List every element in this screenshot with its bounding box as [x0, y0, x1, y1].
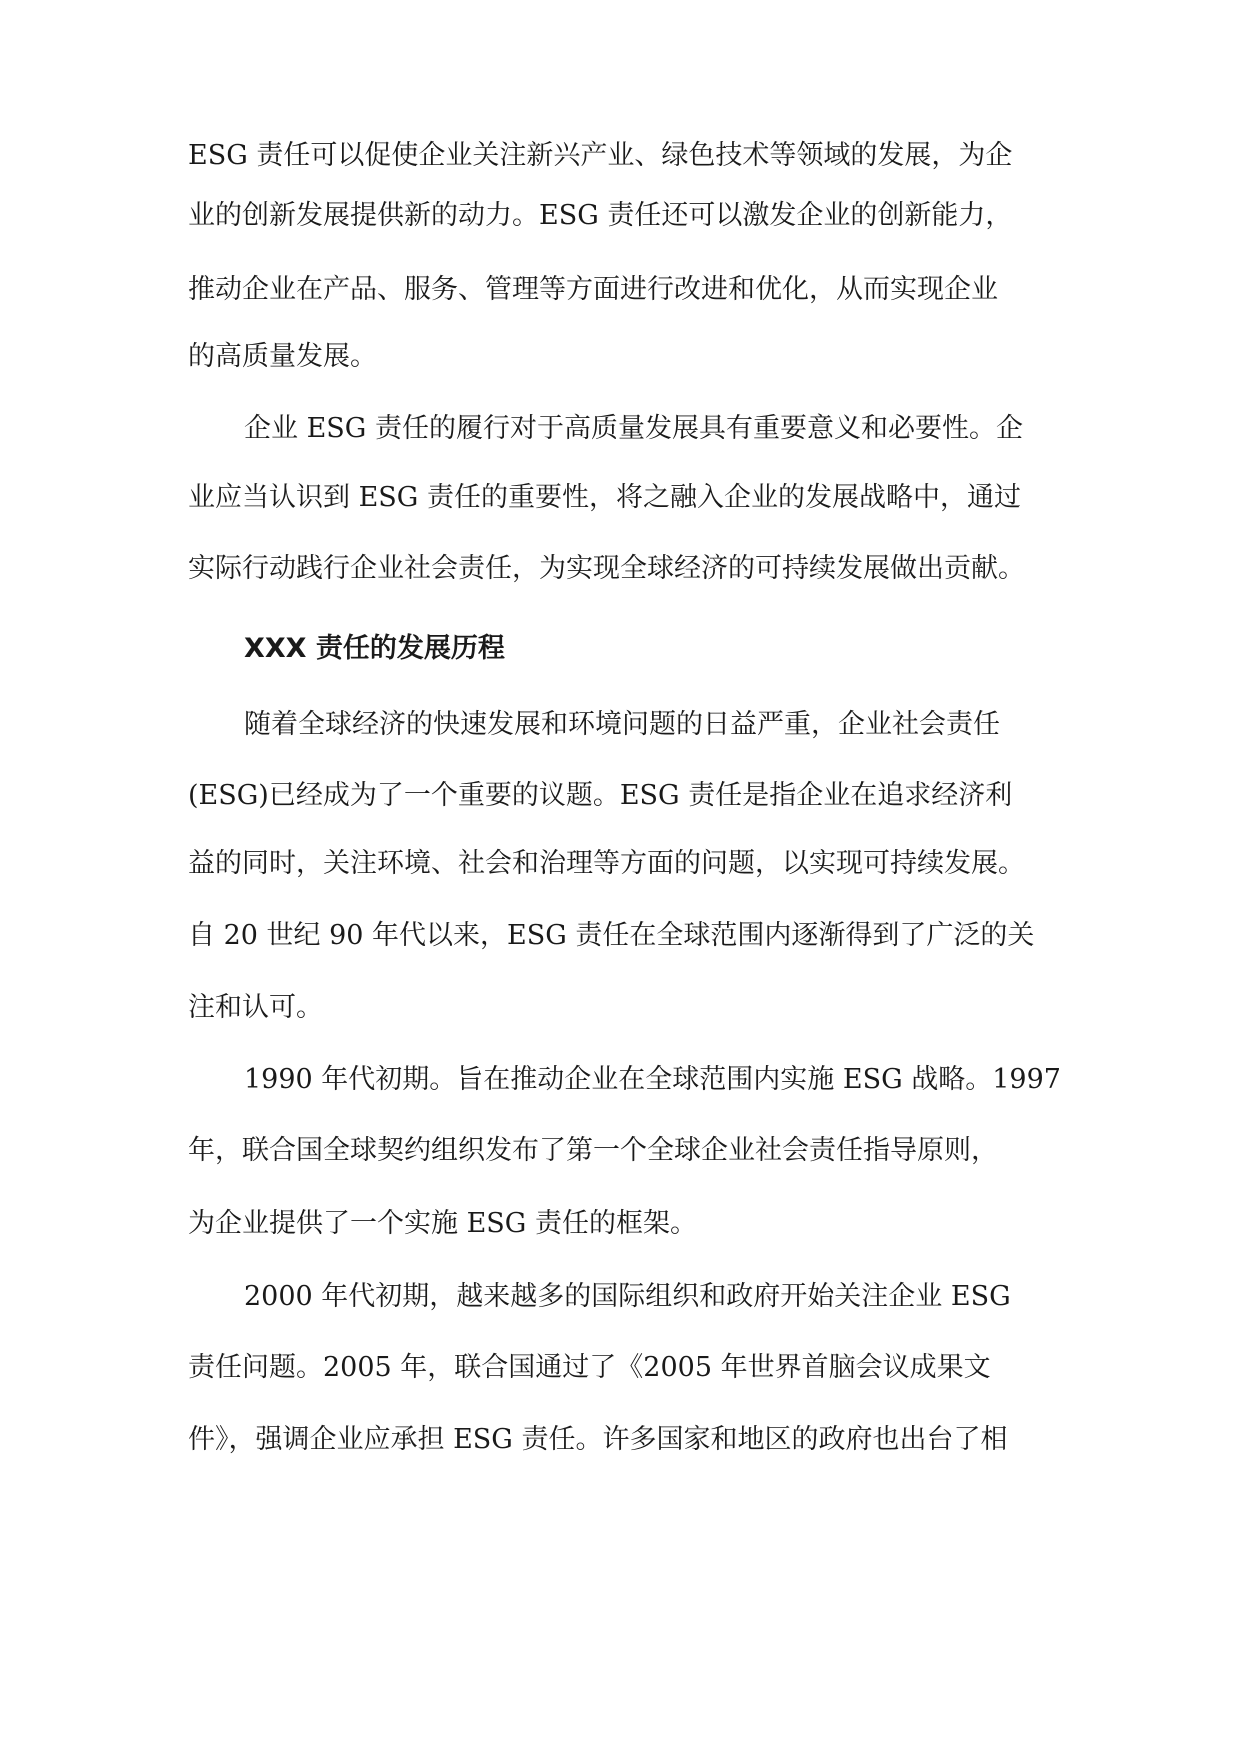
paragraph-3-line-3: 益的同时，关注环境、社会和治理等方面的问题，以实现可持续发展。 [188, 848, 1025, 879]
section-heading: XXX 责任的发展历程 [244, 633, 505, 664]
paragraph-1-line-4: 的高质量发展。 [188, 341, 377, 372]
paragraph-4-line-2: 年，联合国全球契约组织发布了第一个全球企业社会责任指导原则， [188, 1135, 998, 1166]
paragraph-3-line-4: 自 20 世纪 90 年代以来，ESG 责任在全球范围内逐渐得到了广泛的关 [188, 920, 1035, 951]
paragraph-3-line-5: 注和认可。 [188, 992, 323, 1023]
paragraph-5-line-2: 责任问题。2005 年，联合国通过了《2005 年世界首脑会议成果文 [188, 1352, 991, 1383]
paragraph-1-line-3: 推动企业在产品、服务、管理等方面进行改进和优化，从而实现企业 [188, 274, 998, 305]
paragraph-2-line-1: 企业 ESG 责任的履行对于高质量发展具有重要意义和必要性。企 [244, 413, 1023, 444]
paragraph-2-line-2: 业应当认识到 ESG 责任的重要性，将之融入企业的发展战略中，通过 [188, 482, 1021, 513]
paragraph-1-line-1: ESG 责任可以促使企业关注新兴产业、绿色技术等领域的发展，为企 [188, 140, 1013, 171]
paragraph-5-line-3: 件》，强调企业应承担 ESG 责任。许多国家和地区的政府也出台了相 [188, 1424, 1008, 1455]
paragraph-1-line-2: 业的创新发展提供新的动力。ESG 责任还可以激发企业的创新能力， [188, 200, 1013, 231]
paragraph-3-line-1: 随着全球经济的快速发展和环境问题的日益严重，企业社会责任 [244, 709, 1000, 740]
paragraph-3-line-2: (ESG)已经成为了一个重要的议题。ESG 责任是指企业在追求经济利 [188, 780, 1013, 811]
paragraph-4-line-1: 1990 年代初期。旨在推动企业在全球范围内实施 ESG 战略。1997 [244, 1064, 1061, 1095]
paragraph-2-line-3: 实际行动践行企业社会责任，为实现全球经济的可持续发展做出贡献。 [188, 553, 1025, 584]
paragraph-4-line-3: 为企业提供了一个实施 ESG 责任的框架。 [188, 1208, 697, 1239]
paragraph-5-line-1: 2000 年代初期，越来越多的国际组织和政府开始关注企业 ESG [244, 1281, 1011, 1312]
